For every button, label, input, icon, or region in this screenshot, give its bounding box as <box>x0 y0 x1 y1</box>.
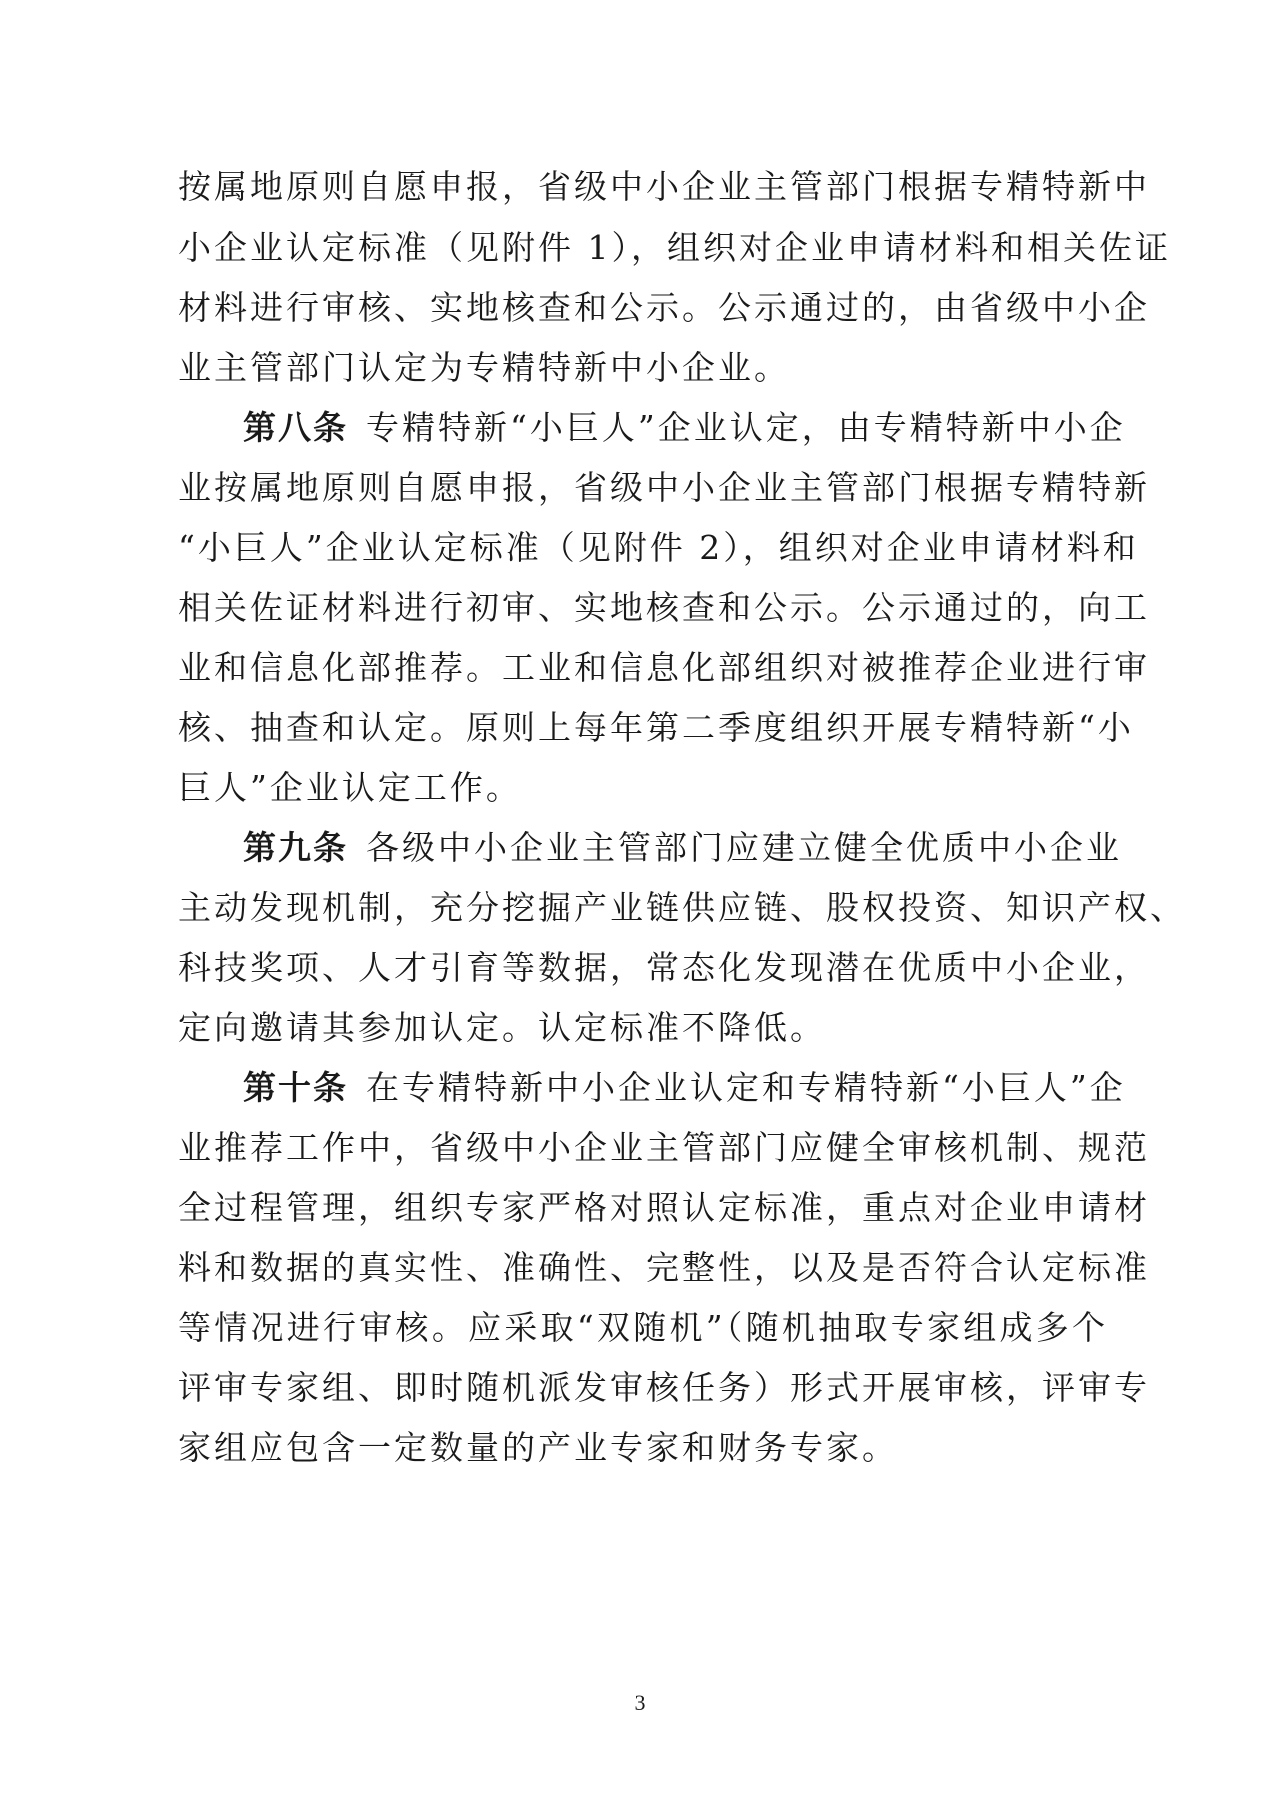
text-line: 相关佐证材料进行初审、实地核查和公示。公示通过的，向工 <box>178 588 1150 627</box>
text-line: 核、抽查和认定。原则上每年第二季度组织开展专精特新“小 <box>178 708 1134 747</box>
article-8-first-line <box>243 400 1126 456</box>
article-8-heading: 第八条 <box>243 408 348 447</box>
text-line: 家组应包含一定数量的产业专家和财务专家。 <box>178 1428 898 1467</box>
text-line: 全过程管理，组织专家严格对照认定标准，重点对企业申请材 <box>178 1188 1150 1227</box>
text-line: 评审专家组、即时随机派发审核任务）形式开展审核，评审专 <box>178 1368 1150 1407</box>
article-9-first-text: 各级中小企业主管部门应建立健全优质中小企业 <box>366 828 1122 867</box>
article-9-heading: 第九条 <box>243 828 348 867</box>
text-line: 巨人”企业认定工作。 <box>178 768 522 807</box>
text-line: 业按属地原则自愿申报，省级中小企业主管部门根据专精特新 <box>178 468 1150 507</box>
page-number: 3 <box>634 1690 646 1715</box>
text-line: “小巨人”企业认定标准（见附件 2），组织对企业申请材料和 <box>178 528 1139 567</box>
article-8-first-text: 专精特新“小巨人”企业认定，由专精特新中小企 <box>366 408 1126 447</box>
text-line: 小企业认定标准（见附件 1），组织对企业申请材料和相关佐证 <box>178 228 1171 267</box>
text-line: 材料进行审核、实地核查和公示。公示通过的，由省级中小企 <box>178 288 1150 327</box>
text-line: 主动发现机制，充分挖掘产业链供应链、股权投资、知识产权、 <box>178 888 1186 927</box>
article-9-first-line <box>243 820 1122 876</box>
text-line: 业主管部门认定为专精特新中小企业。 <box>178 348 790 387</box>
text-line: 业和信息化部推荐。工业和信息化部组织对被推荐企业进行审 <box>178 648 1150 687</box>
text-line: 按属地原则自愿申报，省级中小企业主管部门根据专精特新中 <box>178 167 1150 206</box>
text-line: 等情况进行审核。应采取“双随机”（随机抽取专家组成多个 <box>178 1308 1108 1347</box>
article-10-first-text: 在专精特新中小企业认定和专精特新“小巨人”企 <box>366 1068 1126 1107</box>
text-line: 料和数据的真实性、准确性、完整性，以及是否符合认定标准 <box>178 1248 1150 1287</box>
article-10-first-line <box>243 1060 1126 1116</box>
article-10-heading: 第十条 <box>243 1068 348 1107</box>
text-line: 定向邀请其参加认定。认定标准不降低。 <box>178 1008 826 1047</box>
text-line: 科技奖项、人才引育等数据，常态化发现潜在优质中小企业， <box>178 948 1150 987</box>
text-line: 业推荐工作中，省级中小企业主管部门应健全审核机制、规范 <box>178 1128 1150 1167</box>
